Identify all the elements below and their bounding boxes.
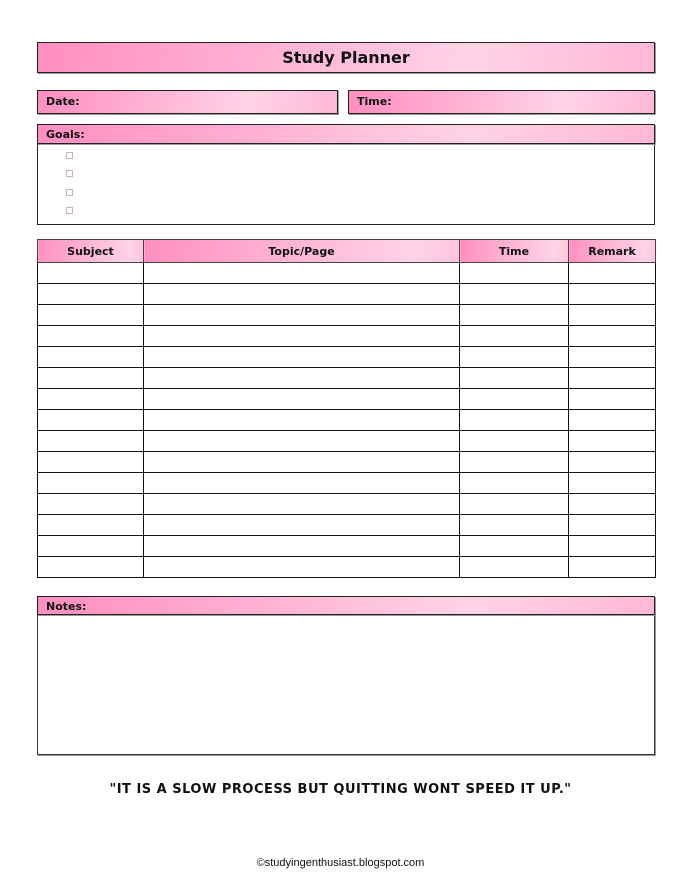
goals-label: Goals: — [46, 128, 85, 141]
cell-remark[interactable] — [569, 557, 656, 578]
goal-checkbox[interactable] — [66, 189, 73, 196]
cell-remark[interactable] — [569, 347, 656, 368]
column-header-subject: Subject — [38, 240, 144, 263]
notes-header — [37, 596, 655, 615]
table-row — [38, 452, 656, 473]
cell-topic[interactable] — [144, 305, 460, 326]
cell-remark[interactable] — [569, 368, 656, 389]
cell-time[interactable] — [460, 494, 569, 515]
cell-remark[interactable] — [569, 263, 656, 284]
table-row — [38, 515, 656, 536]
cell-subject[interactable] — [38, 305, 144, 326]
cell-remark[interactable] — [569, 473, 656, 494]
cell-subject[interactable] — [38, 536, 144, 557]
table-row — [38, 494, 656, 515]
cell-time[interactable] — [460, 284, 569, 305]
cell-subject[interactable] — [38, 410, 144, 431]
table-row — [38, 536, 656, 557]
time-label: Time: — [357, 95, 392, 108]
table-row — [38, 347, 656, 368]
table-row — [38, 263, 656, 284]
cell-time[interactable] — [460, 263, 569, 284]
cell-remark[interactable] — [569, 410, 656, 431]
column-header-topic: Topic/Page — [144, 240, 460, 263]
column-header-time: Time — [460, 240, 569, 263]
cell-topic[interactable] — [144, 389, 460, 410]
cell-subject[interactable] — [38, 347, 144, 368]
cell-remark[interactable] — [569, 431, 656, 452]
cell-subject[interactable] — [38, 263, 144, 284]
goals-section — [37, 124, 655, 225]
date-label: Date: — [46, 95, 80, 108]
cell-topic[interactable] — [144, 515, 460, 536]
table-row — [38, 473, 656, 494]
cell-topic[interactable] — [144, 557, 460, 578]
table-row — [38, 284, 656, 305]
cell-remark[interactable] — [569, 536, 656, 557]
cell-remark[interactable] — [569, 326, 656, 347]
cell-subject[interactable] — [38, 473, 144, 494]
cell-topic[interactable] — [144, 431, 460, 452]
cell-topic[interactable] — [144, 473, 460, 494]
cell-subject[interactable] — [38, 431, 144, 452]
cell-subject[interactable] — [38, 326, 144, 347]
table-header-row — [38, 240, 656, 263]
goal-checkbox[interactable] — [66, 170, 73, 177]
study-table — [37, 239, 656, 578]
cell-remark[interactable] — [569, 452, 656, 473]
table-row — [38, 431, 656, 452]
cell-time[interactable] — [460, 326, 569, 347]
cell-subject[interactable] — [38, 515, 144, 536]
goals-header — [37, 124, 655, 144]
table-row — [38, 326, 656, 347]
table-row — [38, 305, 656, 326]
cell-time[interactable] — [460, 557, 569, 578]
cell-remark[interactable] — [569, 389, 656, 410]
cell-topic[interactable] — [144, 347, 460, 368]
cell-subject[interactable] — [38, 368, 144, 389]
cell-topic[interactable] — [144, 494, 460, 515]
cell-time[interactable] — [460, 410, 569, 431]
cell-time[interactable] — [460, 389, 569, 410]
table-row — [38, 410, 656, 431]
cell-time[interactable] — [460, 452, 569, 473]
cell-topic[interactable] — [144, 263, 460, 284]
cell-time[interactable] — [460, 515, 569, 536]
goal-checkbox[interactable] — [66, 207, 73, 214]
cell-subject[interactable] — [38, 284, 144, 305]
cell-topic[interactable] — [144, 326, 460, 347]
title-bar — [37, 42, 655, 73]
cell-topic[interactable] — [144, 284, 460, 305]
goal-checkbox[interactable] — [66, 152, 73, 159]
motivational-quote: "IT IS A SLOW PROCESS BUT QUITTING WONT SPEED IT UP." — [109, 782, 572, 797]
column-header-remark: Remark — [569, 240, 656, 263]
notes-label: Notes: — [46, 600, 87, 613]
cell-subject[interactable] — [38, 452, 144, 473]
cell-remark[interactable] — [569, 284, 656, 305]
time-field[interactable] — [348, 90, 655, 114]
cell-topic[interactable] — [144, 536, 460, 557]
cell-topic[interactable] — [144, 368, 460, 389]
cell-time[interactable] — [460, 431, 569, 452]
cell-subject[interactable] — [38, 494, 144, 515]
date-field[interactable] — [37, 90, 338, 114]
cell-remark[interactable] — [569, 305, 656, 326]
table-row — [38, 389, 656, 410]
cell-remark[interactable] — [569, 494, 656, 515]
table-body — [38, 263, 656, 578]
cell-time[interactable] — [460, 473, 569, 494]
cell-topic[interactable] — [144, 410, 460, 431]
cell-time[interactable] — [460, 305, 569, 326]
table-row — [38, 368, 656, 389]
cell-subject[interactable] — [38, 389, 144, 410]
cell-subject[interactable] — [38, 557, 144, 578]
page-title: Study Planner — [282, 48, 410, 67]
cell-topic[interactable] — [144, 452, 460, 473]
cell-time[interactable] — [460, 536, 569, 557]
notes-section[interactable] — [37, 596, 655, 755]
cell-time[interactable] — [460, 368, 569, 389]
cell-remark[interactable] — [569, 515, 656, 536]
cell-time[interactable] — [460, 347, 569, 368]
table-row — [38, 557, 656, 578]
footer-credit: ©studyingenthusiast.blogspot.com — [256, 857, 425, 869]
